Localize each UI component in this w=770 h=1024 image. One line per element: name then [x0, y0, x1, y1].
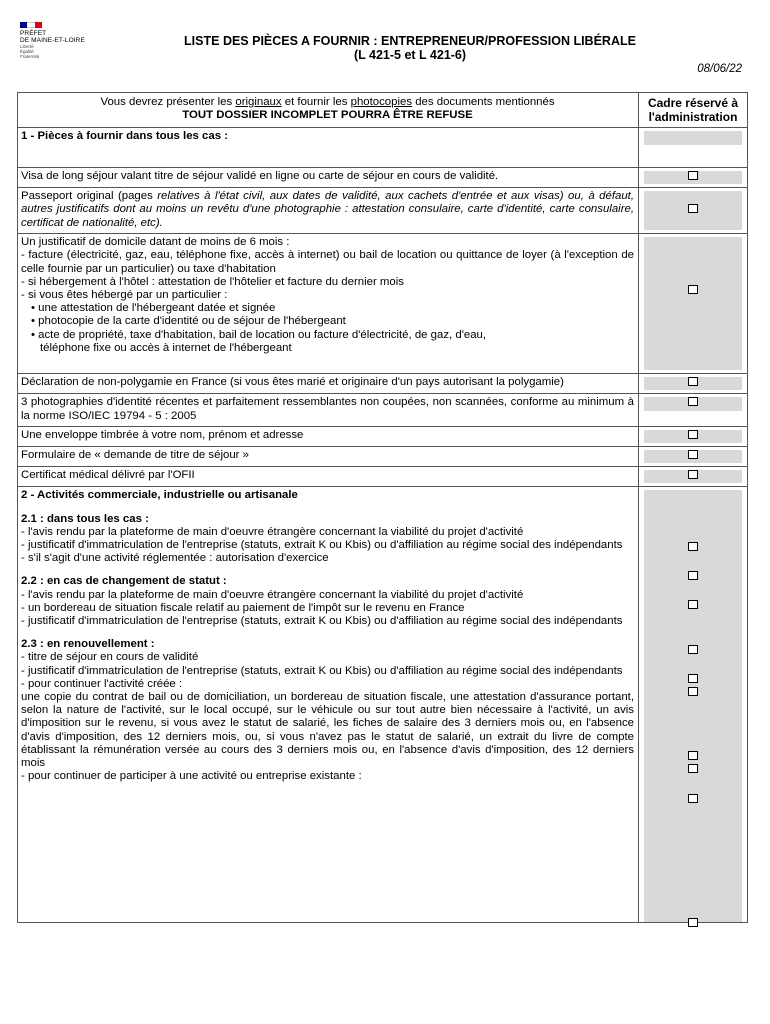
s22-item-2: - un bordereau de situation fiscale relatif au paiement de l'impôt sur le revenu en France [21, 601, 465, 614]
admin-cell [639, 426, 748, 446]
passport-details: relatives à l'état civil, aux dates de validité, aux cachets d'entrée et aux visas) ou, à défaut, autres justificatifs dont au moins un revêtu d'une photographie : attestation consulaire, carte d'identité, carte consulaire, certificat de nationalité, etc). [21, 190, 634, 229]
s21-item-2: - justificatif d'immatriculation de l'entreprise (statuts, extrait K ou Kbis) ou d'affiliation au régime social des indépendants [21, 538, 623, 551]
domicile-option-2: - si hébergement à l'hôtel : attestation de l'hôtelier et facture du dernier mois [21, 275, 404, 288]
section-2-row [18, 487, 748, 923]
section-1-title-row [18, 128, 748, 168]
checkbox-icon[interactable] [688, 285, 698, 294]
intro-text-c: des documents mentionnés [412, 96, 555, 108]
checkbox-icon[interactable] [688, 600, 698, 609]
admin-column-header: Cadre réservé à l'administration [639, 93, 748, 128]
s22-item-3: - justificatif d'immatriculation de l'entreprise (statuts, extrait K ou Kbis) ou d'affiliation au régime social des indépendants [21, 614, 623, 627]
domicile-option-1: - facture (électricité, gaz, eau, téléphone fixe, accès à internet) ou bail de location ou quittance de loyer (à l'exception de celle fournie par un particulier) ou taxe d'habitation [21, 249, 634, 275]
domicile-title: Un justificatif de domicile datant de moins de 6 mois : [21, 236, 290, 249]
s23-item-2: - justificatif d'immatriculation de l'entreprise (statuts, extrait K ou Kbis) ou d'affiliation au régime social des indépendants [21, 664, 623, 677]
intro-text-a: Vous devrez présenter les [100, 96, 236, 108]
checkbox-icon[interactable] [688, 377, 698, 386]
table-row [18, 168, 748, 188]
domicile-option-3: - si vous êtes hébergé par un particulier : [21, 289, 228, 301]
passport-text: Passeport original (pages [21, 190, 158, 203]
domicile-bullet-3: • acte de propriété, taxe d'habitation, bail de location ou facture d'électricité, de gaz, d'eau, [31, 328, 487, 341]
admin-cell [639, 467, 748, 487]
domicile-item [18, 234, 639, 374]
logo-motto-1: Liberté [20, 44, 34, 49]
table-row [18, 426, 748, 446]
s22-item-1: - l'avis rendu par la plateforme de main d'oeuvre étrangère concernant la viabilité du projet d'activité [21, 588, 524, 601]
admin-cell [639, 188, 748, 234]
page-title [130, 34, 690, 62]
checkbox-icon[interactable] [688, 430, 698, 439]
enveloppe-item: Une enveloppe timbrée à votre nom, prénom et adresse [18, 426, 639, 446]
logo-department: DE MAINE-ET-LOIRE [20, 37, 85, 44]
checkbox-icon[interactable] [688, 171, 698, 180]
s21-item-3: - s'il s'agit d'une activité réglementée : autorisation d'exercice [21, 552, 329, 565]
checkbox-icon[interactable] [688, 204, 698, 213]
s21-item-1: - l'avis rendu par la plateforme de main d'oeuvre étrangère concernant la viabilité du projet d'activité [21, 525, 524, 538]
s23-item-1: - titre de séjour en cours de validité [21, 651, 199, 664]
admin-cell [639, 374, 748, 394]
table-row [18, 374, 748, 394]
certificat-item: Certificat médical délivré par l'OFII [18, 467, 639, 487]
title-line-1: LISTE DES PIÈCES A FOURNIR : ENTREPRENEUR/PROFESSION LIBÉRALE [184, 34, 636, 48]
checkbox-icon[interactable] [688, 571, 698, 580]
originaux-text: originaux [235, 96, 282, 108]
table-row [18, 234, 748, 374]
formulaire-item: Formulaire de « demande de titre de séjour » [18, 446, 639, 466]
table-row [18, 188, 748, 234]
visa-item: Visa de long séjour valant titre de séjour validé en ligne ou carte de séjour en cours de validité. [18, 168, 639, 188]
admin-cell [639, 446, 748, 466]
table-row [18, 446, 748, 466]
polygamie-item: Déclaration de non-polygamie en France (si vous êtes marié et originaire d'un pays autorisant la polygamie) [18, 374, 639, 394]
subsection-2-1-title: 2.1 : dans tous les cas : [21, 512, 149, 525]
s23-item-4: - pour continuer de participer à une activité ou entreprise existante : [21, 770, 362, 783]
domicile-bullet-3-cont: téléphone fixe ou accès à internet de l'hébergeant [40, 341, 292, 354]
section-2-admin-area [644, 490, 742, 922]
admin-cell [639, 394, 748, 426]
incomplete-warning: TOUT DOSSIER INCOMPLET POURRA ÊTRE REFUSE [182, 109, 473, 122]
document-checklist-table [17, 92, 748, 923]
section-2-content [18, 487, 639, 923]
header-instructions [18, 93, 639, 128]
checkbox-icon[interactable] [688, 397, 698, 406]
passport-item [18, 188, 639, 234]
logo-prefet: PRÉFET [20, 30, 47, 37]
subsection-2-3-title: 2.3 : en renouvellement : [21, 638, 155, 651]
table-header-row [18, 93, 748, 128]
prefecture-logo [20, 22, 110, 59]
checkbox-icon[interactable] [688, 645, 698, 654]
section-1-title: 1 - Pièces à fournir dans tous les cas : [18, 128, 639, 168]
checkbox-icon[interactable] [688, 470, 698, 479]
admin-cell [639, 487, 748, 923]
checkbox-icon[interactable] [688, 542, 698, 551]
checkbox-icon[interactable] [688, 687, 698, 696]
tricolor-flag-icon [20, 22, 42, 28]
table-row [18, 394, 748, 426]
table-row [18, 467, 748, 487]
intro-text-b: et fournir les [281, 96, 351, 108]
section-2-title: 2 - Activités commerciale, industrielle ou artisanale [21, 489, 298, 502]
s23-item-3: - pour continuer l'activité créée : [21, 677, 183, 690]
admin-cell [639, 168, 748, 188]
s23-item-3-detail: une copie du contrat de bail ou de domiciliation, un bordereau de situation fiscale, une attestation d'assurance portant, selon la nature de l'activité, sur le local occupé, sur le véhicule ou sur tout autre bien nécessaire à l'activité, un avis d'imposition sur le revenu, si vous avez le statut de salarié, les fiches de salaire des 3 derniers mois ou, en l'absence d'avis d'imposition, des 12 derniers mois, ou, si vous n'avez pas le statut de salarié, un extrait du livre de compte établissant la rémunération versée au cours des 3 derniers mois ou, en l'absence d'avis d'imposition, des 12 derniers mois [21, 690, 634, 769]
checkbox-icon[interactable] [688, 751, 698, 760]
photocopies-text: photocopies [350, 96, 413, 108]
title-line-2: (L 421-5 et L 421-6) [353, 48, 467, 62]
subsection-2-2-title: 2.2 : en cas de changement de statut : [21, 575, 227, 588]
admin-cell [639, 128, 748, 168]
photos-item: 3 photographies d'identité récentes et parfaitement ressemblantes non coupées, non scannées, conforme au minimum à la norme ISO/IEC 19794 - 5 : 2005 [18, 394, 639, 426]
checkbox-icon[interactable] [688, 794, 698, 803]
admin-cell [639, 234, 748, 374]
checkbox-icon[interactable] [688, 674, 698, 683]
checkbox-icon[interactable] [688, 764, 698, 773]
domicile-bullet-1: • une attestation de l'hébergeant datée et signée [31, 302, 276, 315]
domicile-bullet-2: • photocopie de la carte d'identité ou de séjour de l'hébergeant [31, 315, 346, 328]
checkbox-icon[interactable] [688, 450, 698, 459]
checkbox-icon[interactable] [688, 918, 698, 927]
logo-motto-2: Égalité [20, 49, 34, 54]
document-date: 08/06/22 [697, 63, 742, 75]
logo-motto-3: Fraternité [20, 54, 40, 59]
